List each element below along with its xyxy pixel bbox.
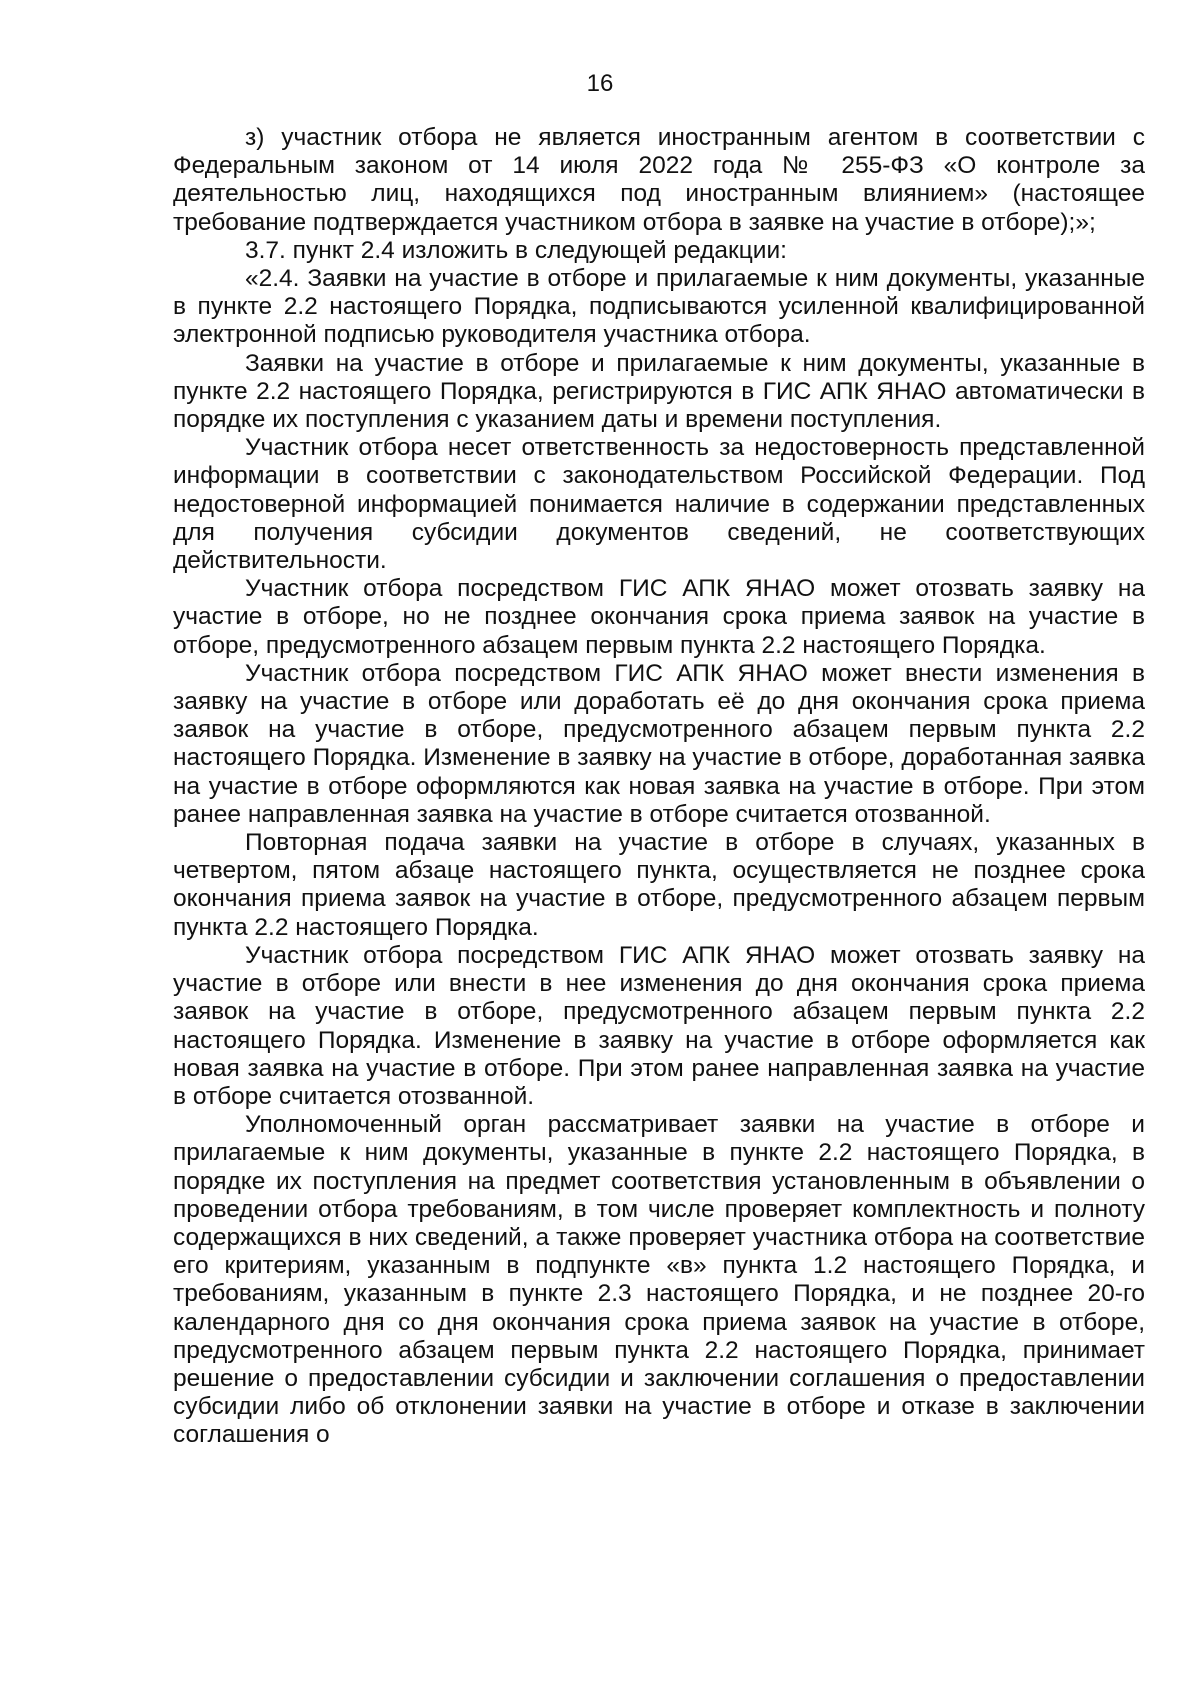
paragraph-registration: Заявки на участие в отборе и прилагаемые к ним документы, указанные в пункте 2.2 настоящего Порядка, регистрируются в ГИС АПК ЯНАО автоматически в порядке их поступления с указанием даты и времени поступления. bbox=[173, 349, 1145, 434]
page-number: 16 bbox=[586, 70, 614, 97]
paragraph-item-2-4: «2.4. Заявки на участие в отборе и прилагаемые к ним документы, указанные в пункте 2.2 настоящего Порядка, подписываются усиленной квалифицированной электронной подписью руководителя участника отбора. bbox=[173, 265, 1145, 349]
paragraph-review: Уполномоченный орган рассматривает заявки на участие в отборе и прилагаемые к ним документы, указанные в пункте 2.2 настоящего Порядка, в порядке их поступления на предмет соответствия установленным в объявлении о проведении отбора требованиям, в том числе проверяет комплектность и полноту содержащихся в них сведений, а также проверяет участника отбора на соответствие его критериям, указанным в подпункте «в» пункта 1.2 настоящего Порядка, и требованиям, указанным в пункте 2.3 настоящего Порядка, и не позднее 20-го календарного дня со дня окончания срока приема заявок на участие в отборе, предусмотренного абзацем первым пункта 2.2 настоящего Порядка, принимает решение о предоставлении субсидии и заключении соглашения о предоставлении субсидии либо об отклонении заявки на участие в отборе и отказе в заключении соглашения о bbox=[173, 1111, 1145, 1449]
paragraph-changes: Участник отбора посредством ГИС АПК ЯНАО может внести изменения в заявку на участие в отборе или доработать её до дня окончания срока приема заявок на участие в отборе, предусмотренного абзацем первым пункта 2.2 настоящего Порядка. Изменение в заявку на участие в отборе, доработанная заявка на участие в отборе оформляются как новая заявка на участие в отборе. При этом ранее направленная заявка на участие в отборе считается отозванной. bbox=[173, 659, 1145, 828]
paragraph-item-3-7: 3.7. пункт 2.4 изложить в следующей редакции: bbox=[245, 236, 787, 264]
paragraph-resubmission: Повторная подача заявки на участие в отборе в случаях, указанных в четвертом, пятом абзаце настоящего пункта, осуществляется не позднее срока окончания приема заявок на участие в отборе, предусмотренного абзацем первым пункта 2.2 настоящего Порядка. bbox=[173, 829, 1145, 941]
document-body bbox=[173, 124, 1145, 1450]
paragraph-withdraw-or-change: Участник отбора посредством ГИС АПК ЯНАО может отозвать заявку на участие в отборе или внести в нее изменения до дня окончания срока приема заявок на участие в отборе, предусмотренного абзацем первым пункта 2.2 настоящего Порядка. Изменение в заявку на участие в отборе оформляется как новая заявка на участие в отборе. При этом ранее направленная заявка на участие в отборе считается отозванной. bbox=[173, 941, 1145, 1110]
paragraph-subitem-z: з) участник отбора не является иностранным агентом в соответствии с Федеральным законом от 14 июля 2022 года № 255-ФЗ «О контроле за деятельностью лиц, находящихся под иностранным влиянием» (настоящее требование подтверждается участником отбора в заявке на участие в отборе);»; bbox=[173, 124, 1145, 236]
paragraph-withdrawal: Участник отбора посредством ГИС АПК ЯНАО может отозвать заявку на участие в отборе, но не позднее окончания срока приема заявок на участие в отборе, предусмотренного абзацем первым пункта 2.2 настоящего Порядка. bbox=[173, 575, 1145, 659]
paragraph-responsibility: Участник отбора несет ответственность за недостоверность представленной информации в соответствии с законодательством Российской Федерации. Под недостоверной информацией понимается наличие в содержании представленных для получения субсидии документов сведений, не соответствующих действительности. bbox=[173, 434, 1145, 575]
